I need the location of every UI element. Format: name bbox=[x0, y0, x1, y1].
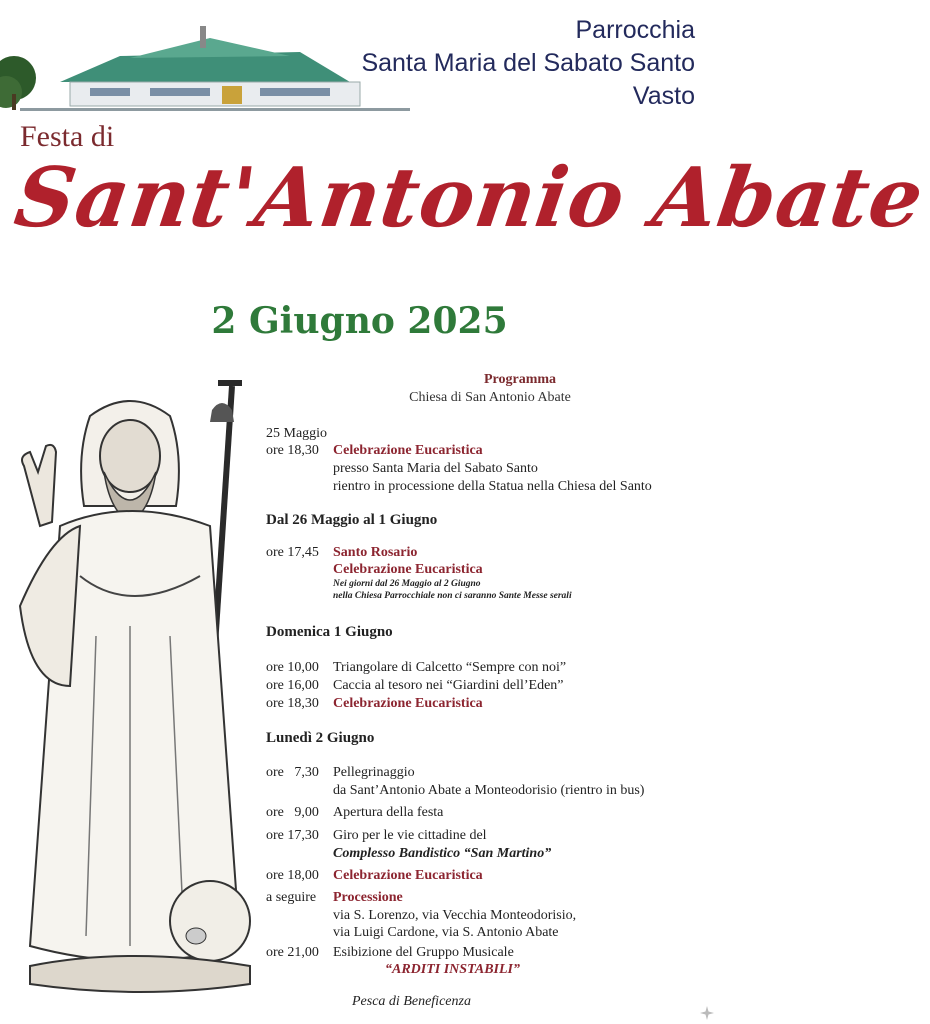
jun2-event-6-detail: “ARDITI INSTABILI” bbox=[385, 962, 520, 977]
jun2-event-5-detail-1: via S. Lorenzo, via Vecchia Monteodorisio, bbox=[333, 908, 577, 923]
parish-line-2: Santa Maria del Sabato Santo bbox=[361, 49, 695, 77]
jun2-event-3: Giro per le vie cittadine del bbox=[333, 828, 487, 843]
jun2-time-5: a seguire bbox=[266, 890, 317, 905]
event-date: 2 Giugno 2025 bbox=[211, 300, 508, 342]
parish-line-3: Vasto bbox=[632, 82, 695, 110]
jun2-event-3-detail: Complesso Bandistico “San Martino” bbox=[333, 846, 552, 861]
jun1-event-1: Triangolare di Calcetto “Sempre con noi” bbox=[333, 660, 567, 675]
jun2-event-1-detail: da Sant’Antonio Abate a Monteodorisio (rientro in bus) bbox=[333, 783, 645, 798]
sparkle-icon bbox=[700, 1006, 714, 1020]
jun2-event-5: Processione bbox=[333, 890, 403, 905]
jun1-time-2: ore 16,00 bbox=[266, 678, 319, 693]
jun1-event-2: Caccia al tesoro nei “Giardini dell’Eden” bbox=[333, 678, 564, 693]
may25-time: ore 18,30 bbox=[266, 443, 319, 458]
may26-heading: Dal 26 Maggio al 1 Giugno bbox=[266, 512, 438, 528]
jun2-event-6: Esibizione del Gruppo Musicale bbox=[333, 945, 514, 960]
programma-title: Programma bbox=[483, 372, 557, 387]
jun2-time-1: ore 7,30 bbox=[266, 765, 319, 780]
jun1-heading: Domenica 1 Giugno bbox=[266, 624, 393, 640]
jun1-event-3: Celebrazione Eucaristica bbox=[333, 696, 483, 711]
parish-line-1: Parrocchia bbox=[575, 16, 695, 44]
may26-event-2: Celebrazione Eucaristica bbox=[333, 562, 483, 577]
footer-note: Pesca di Beneficenza bbox=[352, 994, 471, 1009]
festa-label: Festa di bbox=[20, 120, 115, 153]
jun2-time-4: ore 18,00 bbox=[266, 868, 319, 883]
may26-note-1: Nei giorni dal 26 Maggio al 2 Giugno bbox=[333, 579, 481, 589]
jun2-event-2: Apertura della festa bbox=[333, 805, 444, 820]
may26-note-2: nella Chiesa Parrocchiale non ci saranno Sante Messe serali bbox=[333, 591, 572, 601]
church-illustration bbox=[0, 10, 420, 120]
jun2-event-4: Celebrazione Eucaristica bbox=[333, 868, 483, 883]
may26-event-1: Santo Rosario bbox=[333, 545, 418, 560]
jun2-time-2: ore 9,00 bbox=[266, 805, 319, 820]
may25-detail-2: rientro in processione della Statua nella Chiesa del Santo bbox=[333, 479, 652, 494]
programma-place: Chiesa di San Antonio Abate bbox=[409, 390, 571, 405]
jun2-time-6: ore 21,00 bbox=[266, 945, 319, 960]
jun1-time-1: ore 10,00 bbox=[266, 660, 319, 675]
jun2-event-5-detail-2: via Luigi Cardone, via S. Antonio Abate bbox=[333, 925, 559, 940]
jun1-time-3: ore 18,30 bbox=[266, 696, 319, 711]
may25-date: 25 Maggio bbox=[266, 426, 328, 441]
jun2-heading: Lunedì 2 Giugno bbox=[266, 730, 375, 746]
jun2-time-3: ore 17,30 bbox=[266, 828, 319, 843]
saint-title: Sant'Antonio Abate bbox=[9, 150, 930, 246]
may25-detail-1: presso Santa Maria del Sabato Santo bbox=[333, 461, 538, 476]
may26-time: ore 17,45 bbox=[266, 545, 319, 560]
statue-illustration bbox=[0, 376, 270, 1016]
may25-event: Celebrazione Eucaristica bbox=[333, 443, 483, 458]
jun2-event-1: Pellegrinaggio bbox=[333, 765, 415, 780]
parish-header bbox=[361, 14, 695, 113]
